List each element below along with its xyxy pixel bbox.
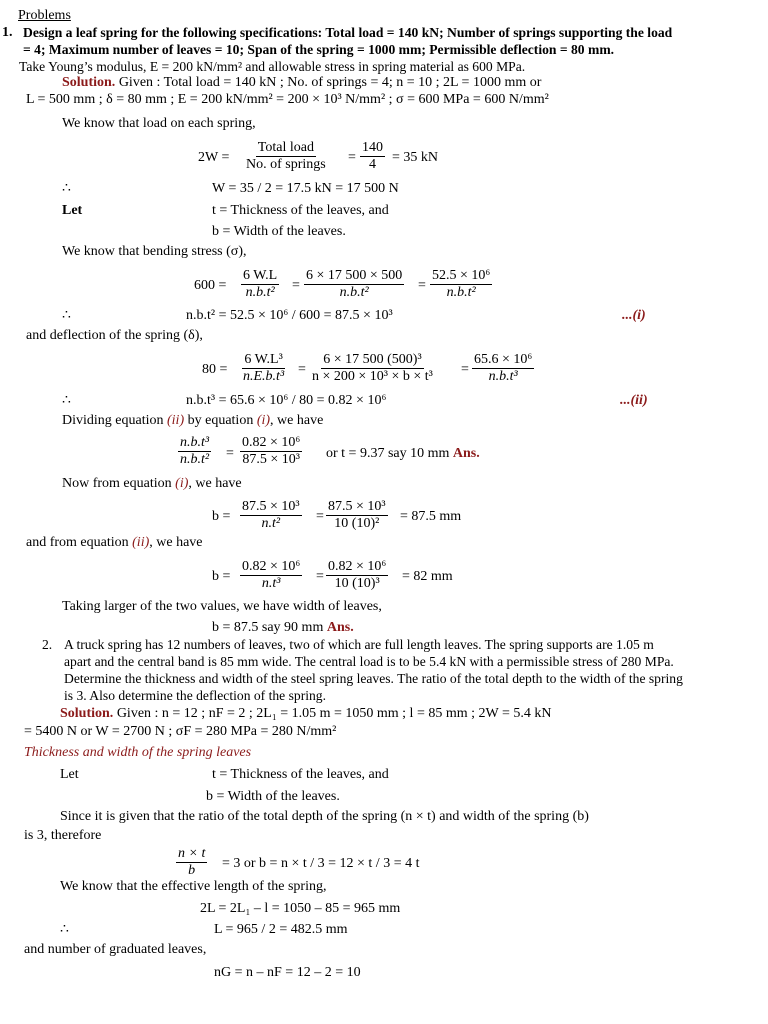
eq5-equals-1: = (298, 362, 306, 377)
eq9-result: = 82 mm (402, 569, 453, 584)
eq3-numerator-2: 6 × 17 500 × 500 (306, 268, 403, 283)
eq7-numerator-1: n.b.t³ (180, 435, 210, 450)
eq5-fraction-3 (472, 352, 534, 385)
problem-1-question-line-1: Design a leaf spring for the following specifications: Total load = 140 kN; Number of springs supporting the load (23, 25, 673, 40)
problem-2-question-line-1: A truck spring has 12 numbers of leaves, two of which are full length leaves. The spring supports are 1.05 m (64, 637, 654, 652)
ref-i: (i) (175, 476, 189, 491)
eq5-numerator-1: 6 W.L³ (244, 352, 283, 367)
problem-2-question-line-3: Determine the thickness and width of the steel spring leaves. The ratio of the total depth to the width of the spring (64, 671, 683, 686)
eq2-w-value: W = 35 / 2 = 17.5 kN = 17 500 N (212, 181, 399, 196)
eq8-lhs: b = (212, 509, 231, 524)
given-text: Given : Total load = 140 kN ; No. of springs = 4; n = 10 ; 2L = 1000 mm or (118, 75, 542, 90)
dividing-text-c: by equation (184, 413, 257, 428)
eq5-numerator-2: 6 × 17 500 (500)³ (323, 352, 422, 367)
let-width: b = Width of the leaves. (206, 789, 340, 804)
load-each-spring-text: We know that load on each spring, (62, 116, 256, 131)
eq1-fraction-2 (360, 140, 385, 173)
eq8-denominator-2: 10 (10)² (334, 516, 380, 531)
subheading-thickness-width: Thickness and width of the spring leaves (24, 745, 252, 760)
eq5-denominator-1: n.E.b.t³ (243, 369, 285, 384)
solution-1-given-line-1 (62, 75, 541, 91)
eq8-numerator-1: 87.5 × 10³ (242, 499, 300, 514)
effective-length-eq: 2L = 2L₁ – l = 1050 – 85 = 965 mm (200, 901, 401, 916)
eq5-equals-2: = (461, 362, 469, 377)
eq3-numerator-1: 6 W.L (243, 268, 278, 283)
let-width: b = Width of the leaves. (212, 224, 346, 239)
therefore-symbol: ∴ (62, 181, 71, 196)
ref-ii: (ii) (167, 413, 185, 428)
eq9-denominator-1: n.t³ (261, 576, 281, 591)
solution-label: Solution. (60, 706, 114, 721)
eq1-result: = 35 kN (392, 150, 439, 165)
solution-2-given-line-2: = 5400 N or W = 2700 N ; σF = 280 MPa = 280 N/mm² (24, 724, 337, 739)
eq1-lhs: 2W = (198, 150, 230, 165)
eq9-equals: = (316, 569, 324, 584)
eq9-lhs: b = (212, 569, 231, 584)
eq5-fraction-2 (310, 352, 435, 385)
eq7-denominator-1: n.b.t² (180, 452, 210, 467)
eq7-fraction-2 (240, 435, 302, 468)
from-eq-ii-text (26, 535, 203, 551)
therefore-symbol: ∴ (60, 922, 69, 937)
solution-label: Solution. (62, 75, 116, 90)
eq8-fraction-2 (326, 499, 388, 532)
eq7-fraction-1 (178, 435, 211, 468)
eq5-denominator-3: n.b.t³ (488, 369, 518, 384)
problem-2-question-line-2: apart and the central band is 85 mm wide. The central load is to be 5.4 kN with a permissible stress of 280 MPa. (64, 654, 674, 669)
eq1-numerator-2: 140 (362, 140, 383, 155)
eq3-fraction-2 (304, 268, 404, 301)
eq3-lhs: 600 = (194, 278, 227, 293)
deflection-text: and deflection of the spring (δ), (26, 328, 203, 343)
eq1-denominator: No. of springs (246, 157, 326, 172)
problem-1-question-line-3: Take Young’s modulus, E = 200 kN/mm² and allowable stress in spring material as 600 MPa. (19, 59, 526, 74)
problem-2-number: 2. (42, 637, 53, 652)
let-thickness: t = Thickness of the leaves, and (212, 767, 389, 782)
eq8-result: = 87.5 mm (400, 509, 462, 524)
bending-stress-text: We know that bending stress (σ), (62, 244, 247, 259)
eq4: n.b.t² = 52.5 × 10⁶ / 600 = 87.5 × 10³ (186, 308, 393, 323)
ratio-result: = 3 or b = n × t / 3 = 12 × t / 3 = 4 t (222, 856, 420, 871)
eq5-fraction-1 (241, 352, 286, 385)
problem-1-question-line-2: = 4; Maximum number of leaves = 10; Span of the spring = 1000 mm; Permissible deflection = 80 mm. (23, 42, 615, 57)
half-length-eq: L = 965 / 2 = 482.5 mm (214, 922, 348, 937)
eq5-lhs: 80 = (202, 362, 228, 377)
eq8-equals: = (316, 509, 324, 524)
eq9-fraction-2 (326, 559, 388, 592)
ratio-denominator: b (188, 863, 196, 878)
ratio-text-line-2: is 3, therefore (24, 828, 102, 843)
from-text-c: , we have (149, 535, 203, 550)
ratio-fraction (176, 846, 207, 879)
eq9-denominator-2: 10 (10)³ (334, 576, 380, 591)
solution-2-given-line-1 (60, 706, 551, 722)
dividing-text-a: Dividing equation (62, 413, 167, 428)
now-from-eq-text (62, 476, 242, 492)
problem-1-number: 1. (2, 25, 13, 40)
problems-heading: Problems (18, 8, 71, 23)
ratio-text-line-1: Since it is given that the ratio of the total depth of the spring (n × t) and width of the spring (b) (60, 809, 589, 824)
therefore-symbol: ∴ (62, 393, 71, 408)
ref-i: (i) (256, 413, 271, 428)
now-text-a: Now from equation (62, 476, 176, 491)
eq9-numerator-1: 0.82 × 10⁶ (242, 559, 301, 574)
solution-1-given-line-2: L = 500 mm ; δ = 80 mm ; E = 200 kN/mm² = 200 × 10³ N/mm² ; σ = 600 MPa = 600 N/mm² (26, 92, 549, 107)
answer-label: Ans. (326, 620, 354, 635)
eq5-denominator-2: n × 200 × 10³ × b × t³ (312, 369, 433, 384)
eq8-numerator-2: 87.5 × 10³ (328, 499, 386, 514)
now-text-c: , we have (188, 476, 242, 491)
therefore-symbol: ∴ (62, 308, 71, 323)
eq3-denominator-3: n.b.t² (446, 285, 476, 300)
given-text: Given : n = 12 ; nF = 2 ; 2L₁ = 1.05 m = 1050 mm ; l = 85 mm ; 2W = 5.4 kN (116, 706, 552, 721)
dividing-text (62, 413, 323, 429)
eq10-text: b = 87.5 say 90 mm (212, 620, 324, 635)
answer-label: Ans. (452, 446, 480, 461)
ratio-numerator: n × t (178, 846, 206, 861)
effective-length-text: We know that the effective length of the spring, (60, 879, 327, 894)
eq3-denominator-1: n.b.t² (245, 285, 275, 300)
eq6: n.b.t³ = 65.6 × 10⁶ / 80 = 0.82 × 10⁶ (186, 393, 387, 408)
eq5-numerator-3: 65.6 × 10⁶ (474, 352, 533, 367)
eq1-denominator-2: 4 (369, 157, 376, 172)
eq3-fraction-3 (430, 268, 492, 301)
equation-ref-ii: ...(ii) (620, 393, 648, 408)
eq3-denominator-2: n.b.t² (339, 285, 369, 300)
eq7-equals: = (226, 446, 234, 461)
dividing-text-e: , we have (270, 413, 324, 428)
eq3-fraction-1 (241, 268, 279, 301)
eq7-numerator-2: 0.82 × 10⁶ (242, 435, 301, 450)
problem-2-question-line-4: is 3. Also determine the deflection of the spring. (64, 688, 326, 703)
let-thickness: t = Thickness of the leaves, and (212, 203, 389, 218)
ref-ii: (ii) (132, 535, 150, 550)
graduated-leaves-eq: nG = n – nF = 12 – 2 = 10 (214, 965, 361, 980)
eq1-equals: = (348, 150, 356, 165)
eq9-numerator-2: 0.82 × 10⁶ (328, 559, 387, 574)
eq1-fraction-1 (244, 140, 328, 173)
let-label: Let (62, 203, 83, 218)
equation-ref-i: ...(i) (622, 308, 646, 323)
eq3-equals-2: = (418, 278, 426, 293)
eq7-result-text: or t = 9.37 say 10 mm (326, 446, 450, 461)
eq7-denominator-2: 87.5 × 10³ (242, 452, 300, 467)
eq10 (212, 620, 354, 636)
taking-larger-text: Taking larger of the two values, we have width of leaves, (62, 599, 382, 614)
eq3-equals-1: = (292, 278, 300, 293)
eq8-fraction-1 (240, 499, 302, 532)
eq8-denominator-1: n.t² (261, 516, 281, 531)
eq9-fraction-1 (240, 559, 302, 592)
eq1-numerator: Total load (257, 140, 314, 155)
eq7-result (326, 446, 480, 462)
eq3-numerator-3: 52.5 × 10⁶ (432, 268, 491, 283)
let-label: Let (60, 767, 79, 782)
from-text-a: and from equation (26, 535, 133, 550)
graduated-leaves-text: and number of graduated leaves, (24, 942, 207, 957)
